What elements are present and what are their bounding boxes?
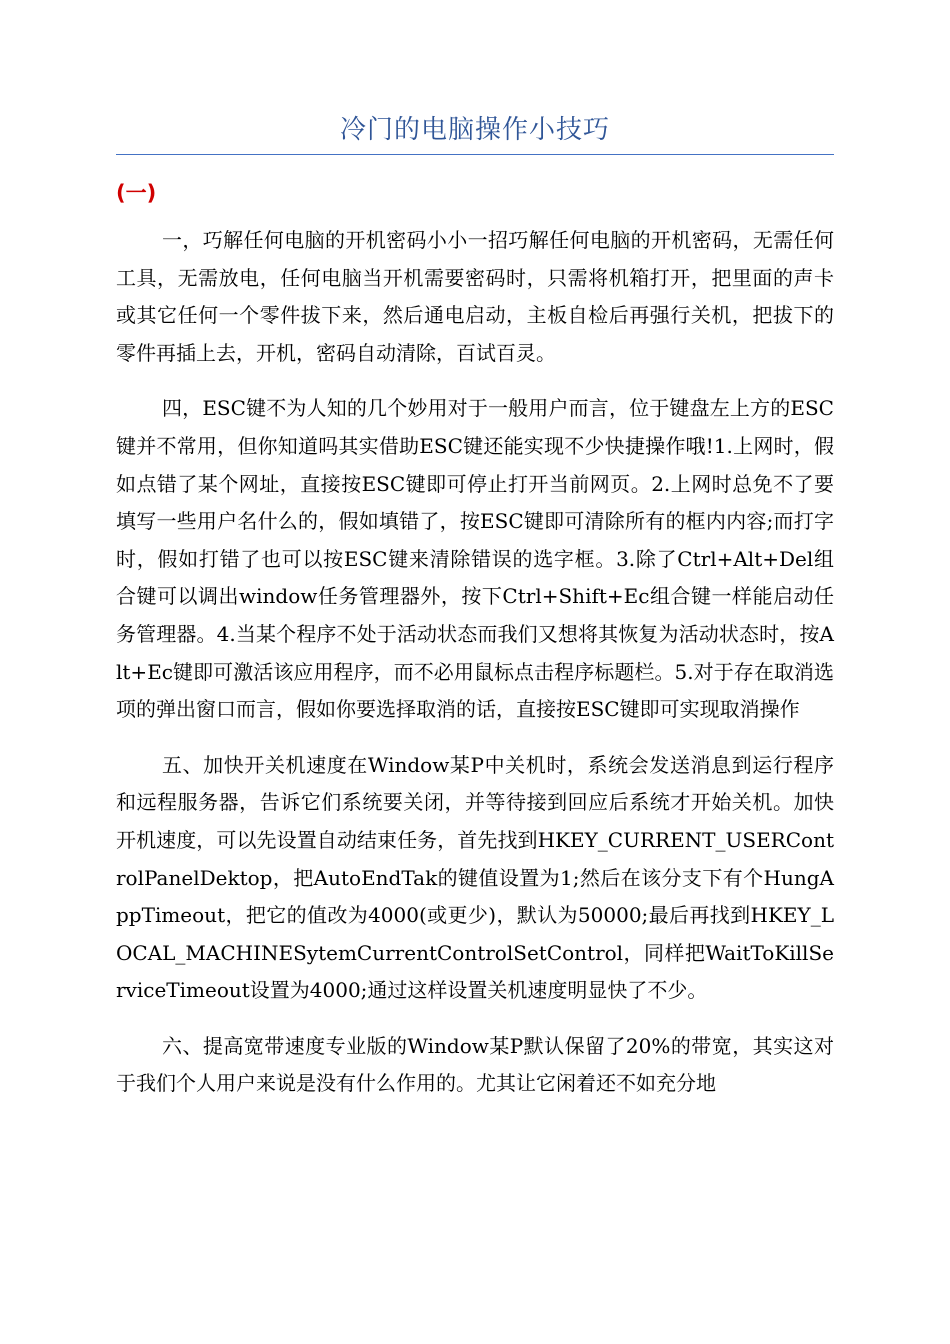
paragraph-tip-1: 一，巧解任何电脑的开机密码小小一招巧解任何电脑的开机密码，无需任何工具，无需放电，任何电脑当开机需要密码时，只需将机箱打开，把里面的声卡或其它任何一个零件拔下来，然后通电启动，主板自检后再强行关机，把拔下的零件再插上去，开机，密码自动清除，百试百灵。	[116, 228, 834, 365]
section-heading: (一)	[116, 181, 157, 205]
paragraph-tip-4: 四，ESC键不为人知的几个妙用对于一般用户而言，位于键盘左上方的ESC键并不常用，但你知道吗其实借助ESC键还能实现不少快捷操作哦!1.上网时，假如点错了某个网址，直接按ESC键即可停止打开当前网页。2.上网时总免不了要填写一些用户名什么的，假如填错了，按ESC键即可清除所有的框内内容;而打字时，假如打错了也可以按ESC键来清除错误的选字框。3.除了Ctrl+Alt+Del组合键可以调出window任务管理器外，按下Ctrl+Shift+Ec组合键一样能启动任务管理器。4.当某个程序不处于活动状态而我们又想将其恢复为活动状态时，按Alt+Ec键即可激活该应用程序，而不必用鼠标点击程序标题栏。5.对于存在取消选项的弹出窗口而言，假如你要选择取消的话，直接按ESC键即可实现取消操作	[116, 396, 834, 722]
page-title: 冷门的电脑操作小技巧	[339, 115, 610, 145]
document-body	[116, 222, 834, 1121]
paragraph-tip-6: 六、提高宽带速度专业版的Window某P默认保留了20%的带宽，其实这对于我们个人用户来说是没有什么作用的。尤其让它闲着还不如充分地	[116, 1033, 834, 1096]
title-divider	[116, 154, 834, 155]
paragraph-tip-5: 五、加快开关机速度在Window某P中关机时，系统会发送消息到运行程序和远程服务器，告诉它们系统要关闭，并等待接到回应后系统才开始关机。加快开机速度，可以先设置自动结束任务，首先找到HKEY_CURRENT_USERControlPanelDektop，把AutoEndTak的键值设置为1;然后在该分支下有个HungAppTimeout，把它的值改为4000(或更少)，默认为50000;最后再找到HKEY_LOCAL_MACHINESytemCurrentControlSetControl，同样把WaitToKillServiceTimeout设置为4000;通过这样设置关机速度明显快了不少。	[116, 752, 834, 1003]
